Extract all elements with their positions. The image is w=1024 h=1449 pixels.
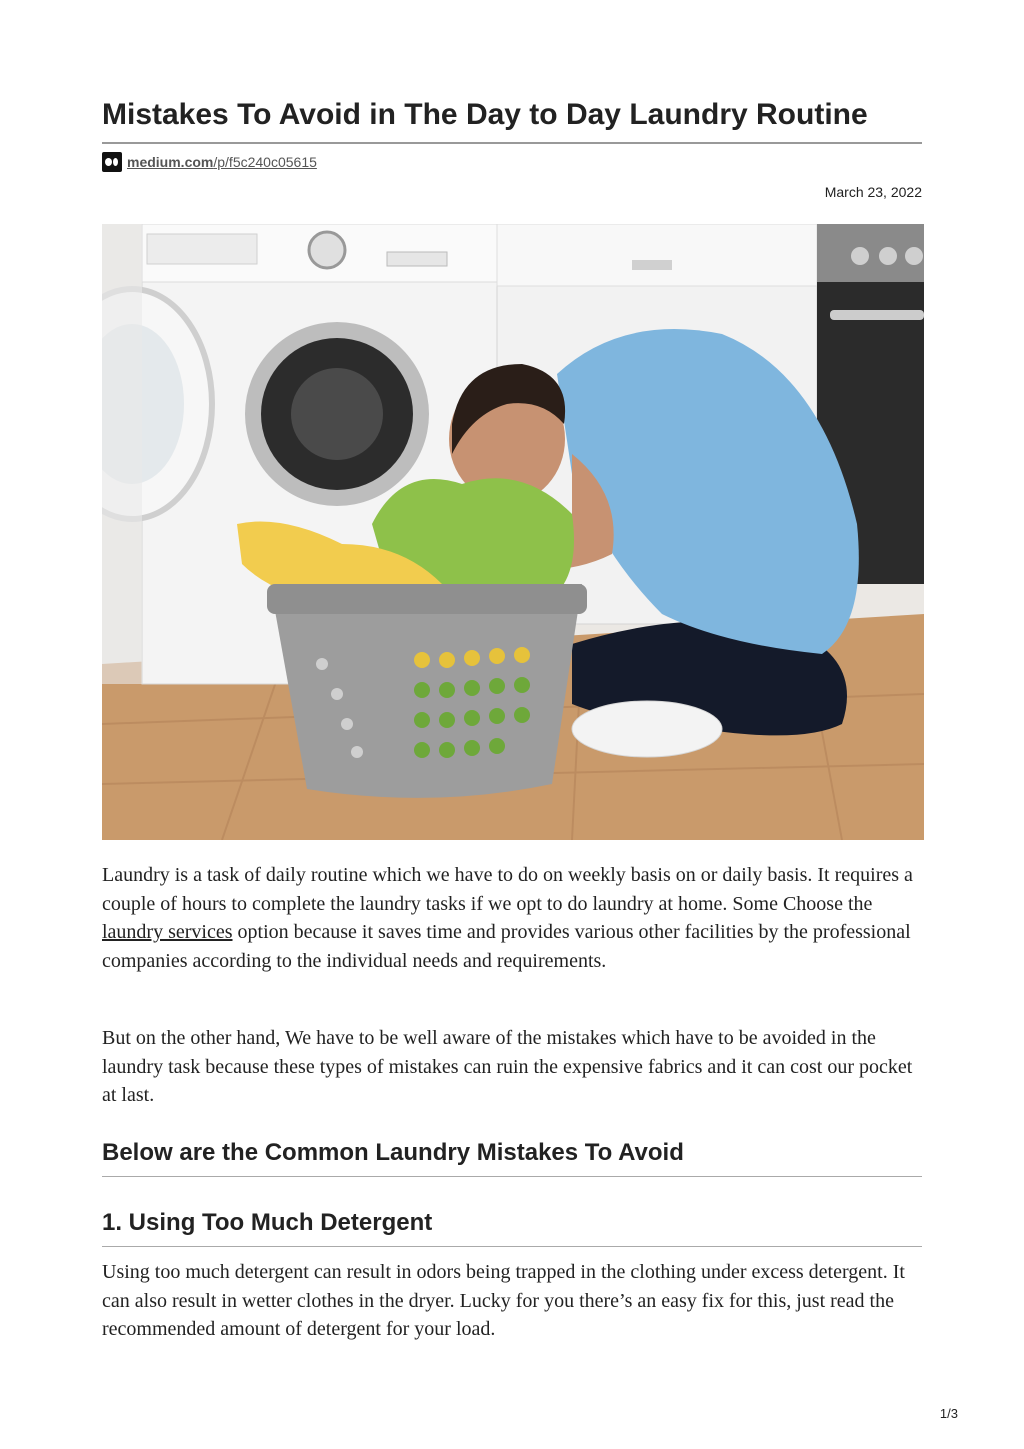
subsection-divider	[102, 1246, 922, 1247]
section-divider	[102, 1176, 922, 1177]
section-heading: Below are the Common Laundry Mistakes To Avoid	[102, 1139, 684, 1166]
laundry-services-link[interactable]: laundry services	[102, 921, 233, 943]
title-divider	[102, 142, 922, 144]
medium-logo-icon	[102, 152, 122, 172]
source-line	[102, 151, 317, 173]
page-number: 1/3	[939, 1406, 958, 1421]
body-paragraph: But on the other hand, We have to be well aware of the mistakes which have to be avoided in the laundry task because these types of mistakes can ruin the expensive fabrics and it can cost our pocket at last.	[102, 1027, 913, 1106]
intro-paragraph: Laundry is a task of daily routine which we have to do on weekly basis on or daily basis. It requires a couple of hours to complete the laundry tasks if we opt to do laundry at home. Some Choose the laundry services option because it saves time and provides various other facilities by the professional companies according to the individual needs and requirements.	[102, 864, 913, 972]
subsection-heading: 1. Using Too Much Detergent	[102, 1209, 433, 1236]
detergent-paragraph: Using too much detergent can result in odors being trapped in the clothing under excess detergent. It can also result in wetter clothes in the dryer. Lucky for you there’s an easy fix for this, just read the recommended amount of detergent for your load.	[102, 1261, 905, 1340]
publish-date: March 23, 2022	[824, 184, 922, 200]
source-link[interactable]: medium.com/p/f5c240c05615	[127, 154, 317, 170]
hero-image	[102, 224, 924, 840]
page-title: Mistakes To Avoid in The Day to Day Laundry Routine	[102, 98, 868, 131]
